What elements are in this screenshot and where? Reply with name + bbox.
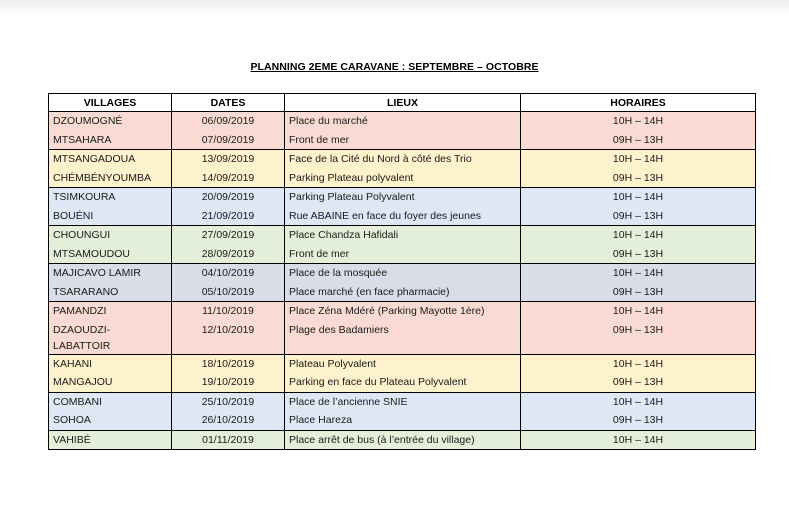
- lieu-cell: Parking en face du Plateau Polyvalent: [285, 373, 521, 392]
- date-cell: 13/09/2019: [172, 150, 285, 169]
- village-cell: MTSAMOUDOU: [49, 245, 172, 264]
- table-row: [49, 264, 756, 283]
- date-cell: 26/10/2019: [172, 411, 285, 430]
- date-cell: 01/11/2019: [172, 430, 285, 450]
- lieu-cell: Place marché (en face pharmacie): [285, 283, 521, 302]
- table-row: [49, 373, 756, 392]
- table-row: [49, 207, 756, 226]
- header-dates: DATES: [172, 94, 285, 112]
- village-cell: MTSAHARA: [49, 131, 172, 150]
- horaire-cell: 09H – 13H: [521, 283, 756, 302]
- horaire-cell: 10H – 14H: [521, 392, 756, 411]
- horaire-cell: 10H – 14H: [521, 150, 756, 169]
- table-row: [49, 226, 756, 245]
- date-cell: 28/09/2019: [172, 245, 285, 264]
- horaire-cell: 10H – 14H: [521, 112, 756, 131]
- horaire-cell: 10H – 14H: [521, 354, 756, 373]
- table-row: [49, 302, 756, 321]
- date-cell: 11/10/2019: [172, 302, 285, 321]
- table-row: [49, 131, 756, 150]
- date-cell: 18/10/2019: [172, 354, 285, 373]
- date-cell: 19/10/2019: [172, 373, 285, 392]
- horaire-cell: 09H – 13H: [521, 321, 756, 355]
- table-row: [49, 150, 756, 169]
- date-cell: 12/10/2019: [172, 321, 285, 355]
- table-row: [49, 188, 756, 207]
- table-header-row: [49, 94, 756, 112]
- horaire-cell: 09H – 13H: [521, 411, 756, 430]
- village-cell: TSARARANO: [49, 283, 172, 302]
- table-row: [49, 283, 756, 302]
- table-row: [49, 430, 756, 450]
- horaire-cell: 10H – 14H: [521, 264, 756, 283]
- horaire-cell: 10H – 14H: [521, 430, 756, 450]
- lieu-cell: Parking Plateau Polyvalent: [285, 188, 521, 207]
- date-cell: 21/09/2019: [172, 207, 285, 226]
- viewer-top-bar: [0, 0, 789, 16]
- date-cell: 07/09/2019: [172, 131, 285, 150]
- lieu-cell: Rue ABAINE en face du foyer des jeunes: [285, 207, 521, 226]
- village-cell: VAHIBÉ: [49, 430, 172, 450]
- table-row: [49, 392, 756, 411]
- date-cell: 20/09/2019: [172, 188, 285, 207]
- schedule-table: [48, 93, 756, 450]
- lieu-cell: Face de la Cité du Nord à côté des Trio: [285, 150, 521, 169]
- horaire-cell: 09H – 13H: [521, 245, 756, 264]
- lieu-cell: Parking Plateau polyvalent: [285, 169, 521, 188]
- date-cell: 06/09/2019: [172, 112, 285, 131]
- horaire-cell: 09H – 13H: [521, 131, 756, 150]
- page-title: PLANNING 2EME CARAVANE : SEPTEMBRE – OCTOBRE: [250, 61, 539, 73]
- village-cell: BOUÉNI: [49, 207, 172, 226]
- village-cell: TSIMKOURA: [49, 188, 172, 207]
- lieu-cell: Place de la mosquée: [285, 264, 521, 283]
- lieu-cell: Place Zéna Mdéré (Parking Mayotte 1ère): [285, 302, 521, 321]
- table-row: [49, 245, 756, 264]
- lieu-cell: Place arrêt de bus (à l’entrée du village): [285, 430, 521, 450]
- date-cell: 05/10/2019: [172, 283, 285, 302]
- lieu-cell: Place Chandza Hafidali: [285, 226, 521, 245]
- horaire-cell: 09H – 13H: [521, 169, 756, 188]
- header-horaires: HORAIRES: [521, 94, 756, 112]
- table-row: [49, 112, 756, 131]
- lieu-cell: Place Hareza: [285, 411, 521, 430]
- lieu-cell: Front de mer: [285, 245, 521, 264]
- village-cell: DZOUMOGNÉ: [49, 112, 172, 131]
- date-cell: 04/10/2019: [172, 264, 285, 283]
- horaire-cell: 09H – 13H: [521, 207, 756, 226]
- table-row: [49, 169, 756, 188]
- village-cell: DZAOUDZI-LABATTOIR: [49, 321, 172, 355]
- village-cell: COMBANI: [49, 392, 172, 411]
- header-villages: VILLAGES: [49, 94, 172, 112]
- lieu-cell: Front de mer: [285, 131, 521, 150]
- lieu-cell: Plateau Polyvalent: [285, 354, 521, 373]
- lieu-cell: Place de l’ancienne SNIE: [285, 392, 521, 411]
- lieu-cell: Plage des Badamiers: [285, 321, 521, 355]
- village-cell: CHÉMBÉNYOUMBA: [49, 169, 172, 188]
- village-cell: MANGAJOU: [49, 373, 172, 392]
- village-cell: MAJICAVO LAMIR: [49, 264, 172, 283]
- date-cell: 25/10/2019: [172, 392, 285, 411]
- table-row: [49, 321, 756, 355]
- village-cell: KAHANI: [49, 354, 172, 373]
- horaire-cell: 10H – 14H: [521, 188, 756, 207]
- horaire-cell: 09H – 13H: [521, 373, 756, 392]
- horaire-cell: 10H – 14H: [521, 302, 756, 321]
- village-cell: CHOUNGUI: [49, 226, 172, 245]
- table-row: [49, 354, 756, 373]
- horaire-cell: 10H – 14H: [521, 226, 756, 245]
- lieu-cell: Place du marché: [285, 112, 521, 131]
- village-cell: SOHOA: [49, 411, 172, 430]
- date-cell: 27/09/2019: [172, 226, 285, 245]
- village-cell: PAMANDZI: [49, 302, 172, 321]
- village-cell: MTSANGADOUA: [49, 150, 172, 169]
- header-lieux: LIEUX: [285, 94, 521, 112]
- table-row: [49, 411, 756, 430]
- date-cell: 14/09/2019: [172, 169, 285, 188]
